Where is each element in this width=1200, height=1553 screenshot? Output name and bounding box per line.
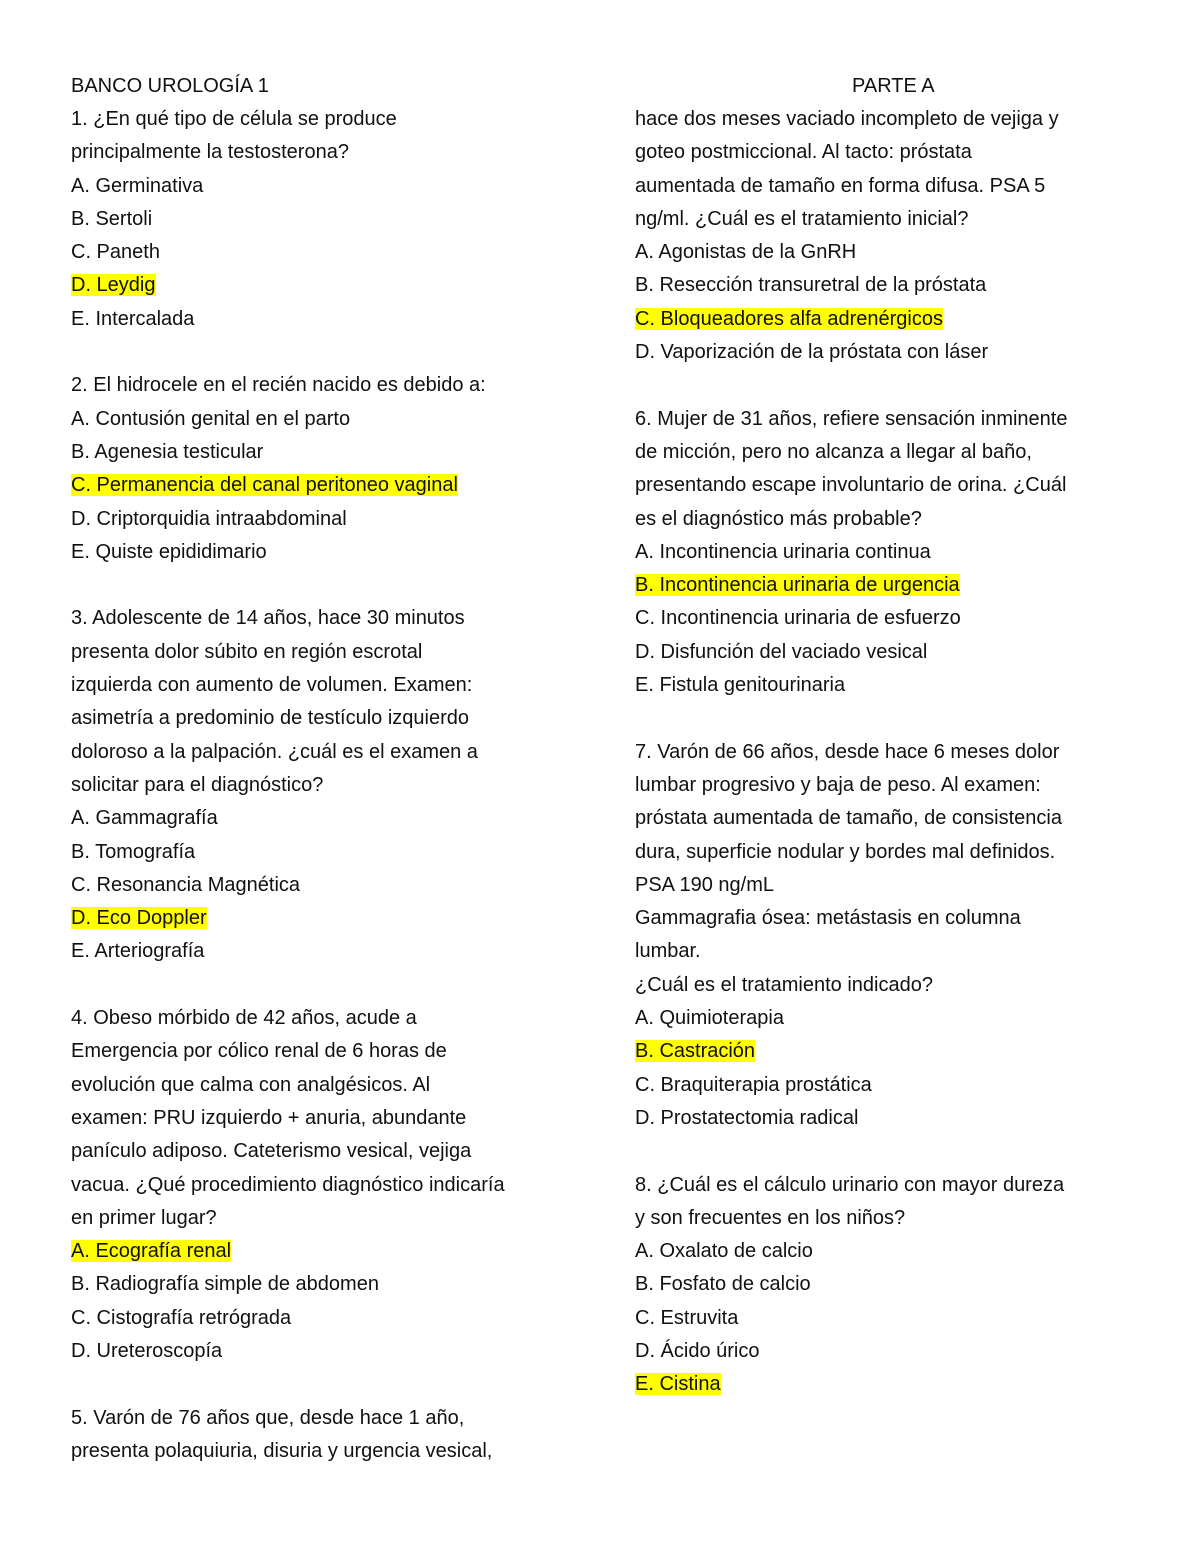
line-text: dura, superficie nodular y bordes mal definidos. [635,840,1056,863]
answer-line-correct [71,1235,581,1268]
text-line [635,1235,1135,1268]
text-line [635,1302,1135,1335]
text-line [71,1302,581,1335]
line-text: 4. Obeso mórbido de 42 años, acude a [71,1007,417,1030]
text-line [635,902,1135,935]
line-text: ng/ml. ¿Cuál es el tratamiento inicial? [635,207,969,230]
text-line [71,669,581,702]
line-text: E. Intercalada [71,307,195,330]
text-line [635,269,1135,302]
line-text: E. Fistula genitourinaria [635,674,846,697]
text-line [635,436,1135,469]
text-line [71,869,581,902]
text-line [71,1268,581,1301]
line-text: presenta dolor súbito en región escrotal [71,640,423,663]
line-text: A. Agonistas de la GnRH [635,241,857,264]
line-text: lumbar progresivo y baja de peso. Al examen: [635,773,1041,796]
text-line [71,769,581,802]
line-text: lumbar. [635,940,701,963]
answer-line-correct [71,469,581,502]
right-column [635,103,1135,1402]
line-text: C. Resonancia Magnética [71,873,301,896]
text-line [635,1268,1135,1301]
line-text: C. Cistografía retrógrada [71,1306,292,1329]
text-line [71,1135,581,1168]
blank-line [71,969,581,1002]
text-line [635,669,1135,702]
text-line [71,236,581,269]
document-part-label: PARTE A [852,75,935,97]
line-text: A. Oxalato de calcio [635,1240,813,1263]
text-line [71,702,581,735]
text-line [635,170,1135,203]
highlighted-answer: B. Incontinencia urinaria de urgencia [635,574,960,597]
line-text: aumentada de tamaño en forma difusa. PSA 5 [635,174,1046,197]
line-text: C. Paneth [71,241,160,264]
line-text: en primer lugar? [71,1206,217,1229]
blank-line [71,336,581,369]
line-text: B. Agenesia testicular [71,440,264,463]
text-line [71,303,581,336]
blank-line [71,569,581,602]
line-text: Emergencia por cólico renal de 6 horas de [71,1040,447,1063]
answer-line-correct [635,1368,1135,1401]
text-line [71,802,581,835]
line-text: D. Ácido úrico [635,1339,760,1362]
text-line [71,103,581,136]
text-line [635,403,1135,436]
blank-line [635,1135,1135,1168]
line-text: ¿Cuál es el tratamiento indicado? [635,973,933,996]
text-line [635,1069,1135,1102]
text-line [635,1169,1135,1202]
text-line [635,536,1135,569]
line-text: examen: PRU izquierdo + anuria, abundante [71,1106,467,1129]
text-line [71,203,581,236]
text-line [635,1102,1135,1135]
answer-line-correct [635,1035,1135,1068]
text-line [635,969,1135,1002]
line-text: doloroso a la palpación. ¿cuál es el examen a [71,740,478,763]
line-text: B. Sertoli [71,207,153,230]
line-text: de micción, pero no alcanza a llegar al baño, [635,440,1032,463]
text-line [71,1102,581,1135]
highlighted-answer: D. Leydig [71,274,156,297]
line-text: goteo postmiccional. Al tacto: próstata [635,141,972,164]
highlighted-answer: A. Ecografía renal [71,1240,232,1263]
line-text: A. Gammagrafía [71,807,218,830]
line-text: 8. ¿Cuál es el cálculo urinario con mayor dureza [635,1173,1065,1196]
line-text: B. Radiografía simple de abdomen [71,1273,379,1296]
text-line [71,836,581,869]
line-text: Gammagrafia ósea: metástasis en columna [635,907,1021,930]
blank-line [71,1368,581,1401]
text-line [635,203,1135,236]
highlighted-answer: C. Permanencia del canal peritoneo vaginal [71,474,458,497]
highlighted-answer: D. Eco Doppler [71,907,207,930]
document-title: BANCO UROLOGÍA 1 [71,75,269,97]
highlighted-answer: E. Cistina [635,1373,721,1396]
text-line [71,436,581,469]
line-text: E. Arteriografía [71,940,205,963]
text-line [635,836,1135,869]
text-line [71,736,581,769]
line-text: es el diagnóstico más probable? [635,507,922,530]
text-line [71,1035,581,1068]
line-text: A. Germinativa [71,174,204,197]
line-text: E. Quiste epididimario [71,540,267,563]
line-text: B. Resección transuretral de la próstata [635,274,987,297]
text-line [71,1335,581,1368]
line-text: A. Incontinencia urinaria continua [635,540,931,563]
text-line [71,1435,581,1468]
text-line [71,403,581,436]
line-text: evolución que calma con analgésicos. Al [71,1073,431,1096]
line-text: D. Criptorquidia intraabdominal [71,507,347,530]
text-line [635,236,1135,269]
text-line [71,170,581,203]
text-line [71,1402,581,1435]
line-text: D. Ureteroscopía [71,1339,223,1362]
line-text: vacua. ¿Qué procedimiento diagnóstico indicaría [71,1173,505,1196]
answer-line-correct [635,569,1135,602]
line-text: D. Prostatectomia radical [635,1106,859,1129]
text-line [71,136,581,169]
line-text: próstata aumentada de tamaño, de consistencia [635,807,1062,830]
line-text: hace dos meses vaciado incompleto de vejiga y [635,108,1059,130]
line-text: presentando escape involuntario de orina. ¿Cuál [635,474,1067,497]
text-line [71,1002,581,1035]
line-text: 5. Varón de 76 años que, desde hace 1 año, [71,1406,465,1429]
text-line [635,1002,1135,1035]
blank-line [635,702,1135,735]
text-line [635,136,1135,169]
line-text: D. Vaporización de la próstata con láser [635,341,989,364]
left-column [71,103,581,1468]
line-text: asimetría a predominio de testículo izquierdo [71,707,469,730]
text-line [71,1202,581,1235]
text-line [635,636,1135,669]
blank-line [635,369,1135,402]
line-text: B. Fosfato de calcio [635,1273,811,1296]
line-text: 2. El hidrocele en el recién nacido es debido a: [71,374,486,397]
text-line [71,935,581,968]
line-text: PSA 190 ng/mL [635,873,774,896]
line-text: principalmente la testosterona? [71,141,349,164]
text-line [635,602,1135,635]
line-text: presenta polaquiuria, disuria y urgencia vesical, [71,1439,493,1462]
line-text: 7. Varón de 66 años, desde hace 6 meses dolor [635,740,1060,763]
answer-line-correct [71,902,581,935]
line-text: 3. Adolescente de 14 años, hace 30 minutos [71,607,465,630]
text-line [635,736,1135,769]
line-text: y son frecuentes en los niños? [635,1206,906,1229]
text-line [635,1335,1135,1368]
text-line [71,1169,581,1202]
text-line [71,536,581,569]
text-line [635,469,1135,502]
answer-line-correct [635,303,1135,336]
line-text: panículo adiposo. Cateterismo vesical, vejiga [71,1140,472,1163]
text-line [635,802,1135,835]
text-line [71,636,581,669]
line-text: C. Estruvita [635,1306,739,1329]
text-line [635,1202,1135,1235]
highlighted-answer: B. Castración [635,1040,756,1063]
line-text: A. Contusión genital en el parto [71,407,351,430]
line-text: C. Incontinencia urinaria de esfuerzo [635,607,961,630]
text-line [635,869,1135,902]
line-text: 1. ¿En qué tipo de célula se produce [71,108,397,130]
line-text: solicitar para el diagnóstico? [71,773,324,796]
line-text: 6. Mujer de 31 años, refiere sensación inminente [635,407,1068,430]
text-line [635,935,1135,968]
text-line [71,1069,581,1102]
line-text: B. Tomografía [71,840,196,863]
answer-line-correct [71,269,581,302]
text-line [635,103,1135,136]
line-text: A. Quimioterapia [635,1007,784,1030]
line-text: C. Braquiterapia prostática [635,1073,872,1096]
text-line [635,503,1135,536]
text-line [71,602,581,635]
text-line [635,769,1135,802]
highlighted-answer: C. Bloqueadores alfa adrenérgicos [635,307,943,330]
line-text: izquierda con aumento de volumen. Examen: [71,674,473,697]
text-line [71,369,581,402]
text-line [71,503,581,536]
text-line [635,336,1135,369]
line-text: D. Disfunción del vaciado vesical [635,640,928,663]
